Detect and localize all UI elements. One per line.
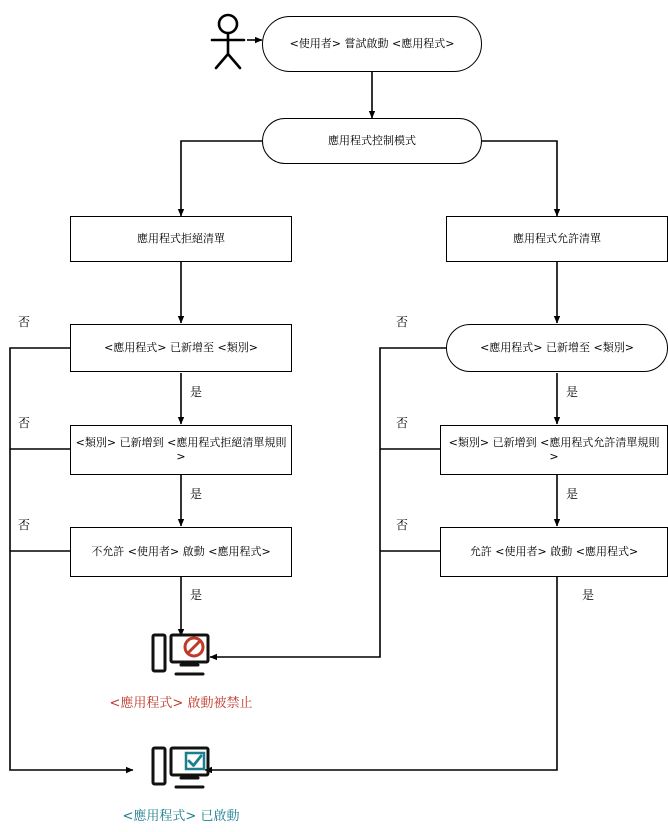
edge-label-yes-right-3: 是 (582, 588, 595, 602)
node-start: <使用者> 嘗試啟動 <應用程式> (262, 16, 482, 72)
node-deny-app-added-category: <應用程式> 已新增至 <類別> (70, 324, 292, 372)
monitor-blocked-icon (150, 632, 212, 682)
node-allow-category-rule: <類別> 已新增到 <應用程式允許清單規則> (440, 425, 668, 475)
edge-label-yes-left-1: 是 (190, 385, 203, 399)
node-denylist: 應用程式拒絕清單 (70, 216, 292, 262)
caption-started: <應用程式> 已啟動 (122, 809, 240, 824)
node-deny-action: 不允許 <使用者> 啟動 <應用程式> (70, 527, 292, 577)
node-control-mode: 應用程式控制模式 (262, 118, 482, 164)
edge-label-yes-right-1: 是 (566, 385, 579, 399)
edge-label-no-left-2: 否 (18, 416, 31, 430)
node-allow-app-added-category: <應用程式> 已新增至 <類別> (446, 324, 668, 372)
edge-label-yes-left-2: 是 (190, 487, 203, 501)
node-deny-category-rule: <類別> 已新增到 <應用程式拒絕清單規則> (70, 425, 292, 475)
edge-label-no-right-2: 否 (396, 416, 409, 430)
node-allowlist: 應用程式允許清單 (446, 216, 668, 262)
edge-label-yes-right-2: 是 (566, 487, 579, 501)
edge-label-no-right-1: 否 (396, 315, 409, 329)
caption-blocked: <應用程式> 啟動被禁止 (109, 696, 253, 711)
node-allow-action: 允許 <使用者> 啟動 <應用程式> (440, 527, 668, 577)
user-icon (206, 12, 250, 70)
edge-label-no-left-1: 否 (18, 315, 31, 329)
edge-label-no-left-3: 否 (18, 518, 31, 532)
edge-label-yes-left-3: 是 (190, 588, 203, 602)
monitor-checked-icon (150, 745, 212, 795)
edge-label-no-right-3: 否 (396, 518, 409, 532)
